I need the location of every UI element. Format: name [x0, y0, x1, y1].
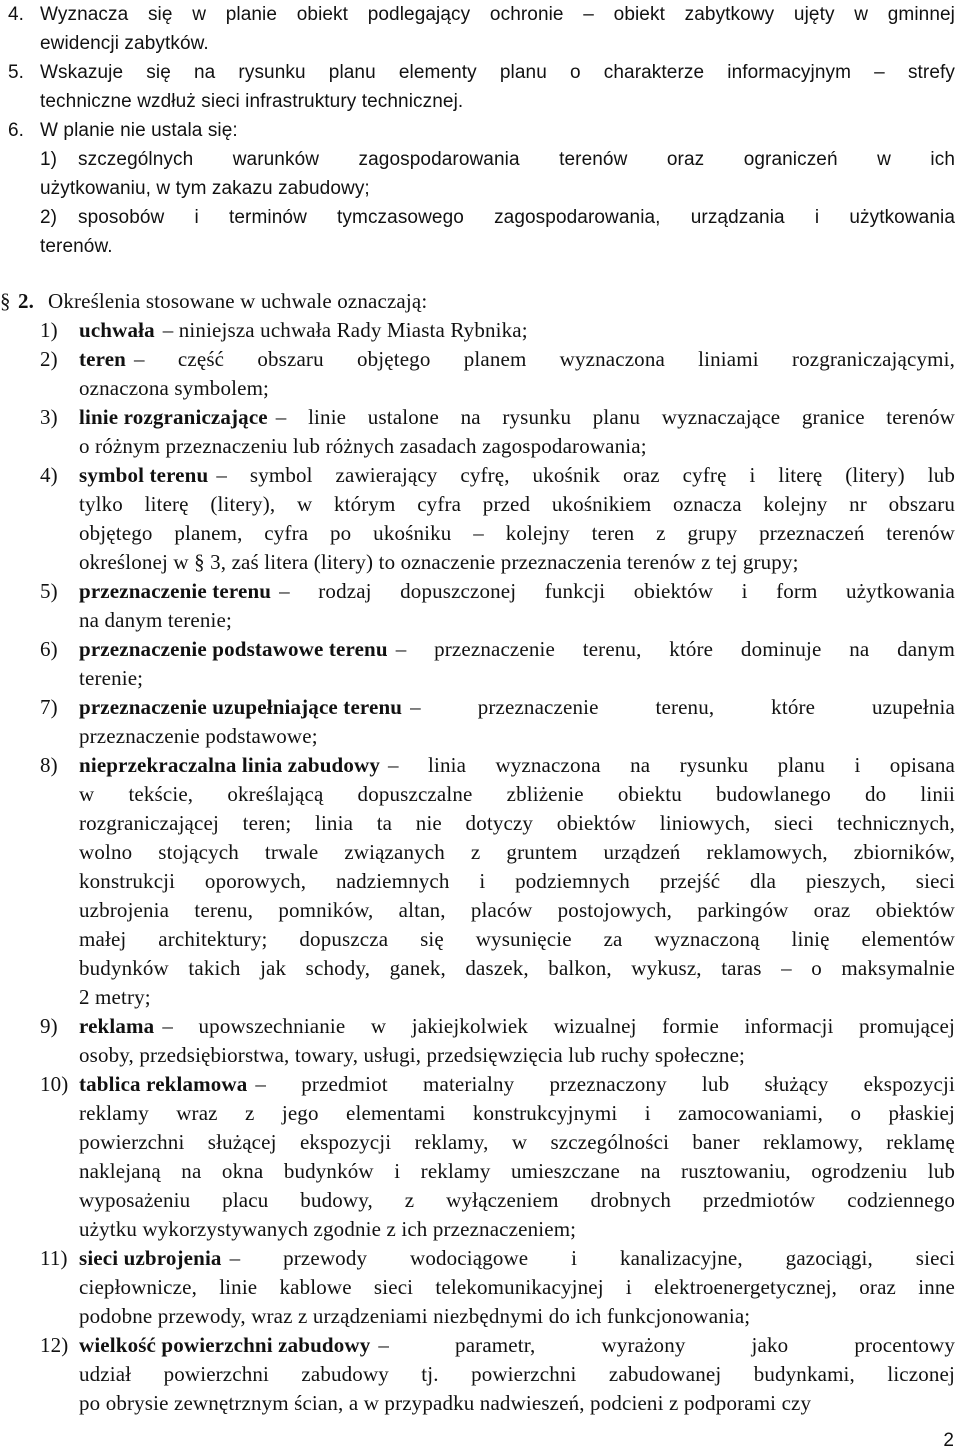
- subitem-text: terenów.: [40, 236, 113, 257]
- text-line: [0, 87, 960, 116]
- definition-text: – przedmiot materialny przeznaczony lub służący ekspozycji: [255, 1072, 955, 1096]
- text-line: [0, 1302, 960, 1331]
- definition-text: określonej w § 3, zaś litera (litery) to oznaczenie przeznaczenia terenów z tej grupy;: [79, 550, 799, 574]
- definition-text: powierzchni służącej ekspozycji reklamy, w szczególności baner reklamowy, reklamę: [79, 1130, 955, 1154]
- list-number: 5.: [8, 62, 25, 83]
- definition-text: udział powierzchni zabudowy tj. powierzchni zabudowanej budynkami, liczonej: [79, 1362, 955, 1386]
- text-line: [0, 1331, 960, 1360]
- text-line: [0, 548, 960, 577]
- definition-text: objętego planem, cyfra po ukośniku – kolejny teren z grupy przeznaczeń terenów: [79, 521, 955, 545]
- definition-number: 9): [40, 1014, 58, 1038]
- definition-text: – przewody wodociągowe i kanalizacyjne, gazociągi, sieci: [229, 1246, 955, 1270]
- definition-text: terenie;: [79, 666, 144, 690]
- definition-term: symbol terenu: [79, 463, 209, 487]
- definition-number: 4): [40, 463, 58, 487]
- definition-text: małej architektury; dopuszcza się wysunięcie za wyznaczoną linię elementów: [79, 927, 955, 951]
- definition-number: 11): [40, 1246, 68, 1270]
- subitem-text: sposobów i terminów tymczasowego zagospodarowania, urządzania i użytkowania: [78, 207, 955, 228]
- definition-term: teren: [79, 347, 127, 371]
- definition-text: – upowszechnianie w jakiejkolwiek wizualnej formie informacji promującej: [162, 1014, 955, 1038]
- section-intro: Określenia stosowane w uchwale oznaczają:: [48, 289, 428, 313]
- definition-text: – przeznaczenie terenu, które uzupełnia: [410, 695, 955, 719]
- text-line: [0, 374, 960, 403]
- definition-text: wolno stojących trwale związanych z gruntem urządzeń reklamowych, zbiorników,: [79, 840, 955, 864]
- definition-text: – linie ustalone na rysunku planu wyznaczające granice terenów: [275, 405, 955, 429]
- text-line: [0, 896, 960, 925]
- text-line: [0, 925, 960, 954]
- text-line: [0, 1041, 960, 1070]
- definition-text: reklamy wraz z jego elementami konstrukcyjnymi i zamocowaniami, o płaskiej: [79, 1101, 955, 1125]
- definition-text: – linia wyznaczona na rysunku planu i opisana: [388, 753, 955, 777]
- definition-term: sieci uzbrojenia: [79, 1246, 222, 1270]
- text-line: [0, 693, 960, 722]
- definition-number: 8): [40, 753, 58, 777]
- list-item-text: Wyznacza się w planie obiekt podlegający ochronie – obiekt zabytkowy ujęty w gminnej: [40, 4, 955, 25]
- list-item-text: ewidencji zabytków.: [40, 33, 209, 54]
- definition-text: podobne przewody, wraz z urządzeniami niezbędnymi do ich funkcjonowania;: [79, 1304, 751, 1328]
- definition-text: rozgraniczającej teren; linia ta nie dotyczy obiektów liniowych, sieci technicznych,: [79, 811, 955, 835]
- subitem-number: 2): [40, 207, 58, 228]
- text-line: [0, 722, 960, 751]
- definition-text: – niniejsza uchwała Rady Miasta Rybnika;: [162, 318, 528, 342]
- page-number: 2: [943, 1430, 954, 1451]
- list-number: 6.: [8, 120, 25, 141]
- definition-text: wyposażeniu placu budowy, z wyłączeniem drobnych przedmiotów codziennego: [79, 1188, 955, 1212]
- definition-text: – rodzaj dopuszczonej funkcji obiektów i form użytkowania: [279, 579, 955, 603]
- list-number: 4.: [8, 4, 25, 25]
- definition-text: – parametr, wyrażony jako procentowy: [378, 1333, 955, 1357]
- definition-text: w tekście, określającą dopuszczalne zbliżenie obiektu budowlanego do linii: [79, 782, 955, 806]
- definition-term: nieprzekraczalna linia zabudowy: [79, 753, 380, 777]
- text-line: [0, 58, 960, 87]
- text-line: [0, 145, 960, 174]
- subitem-text: szczególnych warunków zagospodarowania terenów oraz ograniczeń w ich: [78, 149, 955, 170]
- text-line: [0, 983, 960, 1012]
- text-line: [0, 203, 960, 232]
- definition-text: naklejaną na okna budynków i reklamy umieszczane na rusztowaniu, ogrodzeniu lub: [79, 1159, 955, 1183]
- definition-text: na danym terenie;: [79, 608, 232, 632]
- definition-text: o różnym przeznaczeniu lub różnych zasadach zagospodarowania;: [79, 434, 647, 458]
- definition-text: – symbol zawierający cyfrę, ukośnik oraz cyfrę i literę (litery) lub: [216, 463, 955, 487]
- text-line: [0, 174, 960, 203]
- text-line: [0, 316, 960, 345]
- section-number: 2.: [18, 289, 35, 313]
- text-line: [0, 287, 960, 316]
- list-item-text: Wskazuje się na rysunku planu elementy planu o charakterze informacyjnym – strefy: [40, 62, 955, 83]
- definition-text: – przeznaczenie terenu, które dominuje na danym: [395, 637, 955, 661]
- definition-term: przeznaczenie uzupełniające terenu: [79, 695, 403, 719]
- definition-term: reklama: [79, 1014, 155, 1038]
- text-line: [0, 345, 960, 374]
- section-mark: §: [0, 289, 11, 313]
- text-line: [0, 1389, 960, 1418]
- definition-text: 2 metry;: [79, 985, 151, 1009]
- text-line: [0, 1070, 960, 1099]
- text-line: [0, 461, 960, 490]
- text-line: [0, 432, 960, 461]
- text-line: [0, 1215, 960, 1244]
- definition-term: wielkość powierzchni zabudowy: [79, 1333, 371, 1357]
- definition-number: 5): [40, 579, 58, 603]
- text-line: [0, 1128, 960, 1157]
- text-line: [0, 1360, 960, 1389]
- definition-text: ciepłownicze, linie kablowe sieci telekomunikacyjnej i elektroenergetycznej, oraz inne: [79, 1275, 955, 1299]
- subitem-text: użytkowaniu, w tym zakazu zabudowy;: [40, 178, 370, 199]
- list-item-text: W planie nie ustala się:: [40, 120, 238, 141]
- definition-number: 6): [40, 637, 58, 661]
- text-line: [0, 577, 960, 606]
- definition-term: przeznaczenie terenu: [79, 579, 272, 603]
- definition-text: uzbrojenia terenu, pomników, altan, placów postojowych, parkingów oraz obiektów: [79, 898, 955, 922]
- text-line: [0, 954, 960, 983]
- subitem-number: 1): [40, 149, 58, 170]
- definition-text: osoby, przedsiębiorstwa, towary, usługi, przedsięwzięcia lub ruchy społeczne;: [79, 1043, 746, 1067]
- text-line: [0, 867, 960, 896]
- text-line: [0, 1244, 960, 1273]
- text-line: [0, 116, 960, 145]
- definition-text: oznaczona symbolem;: [79, 376, 270, 400]
- text-line: [0, 1186, 960, 1215]
- definition-text: przeznaczenie podstawowe;: [79, 724, 318, 748]
- definition-text: budynków takich jak schody, ganek, daszek, balkon, wykusz, taras – o maksymalnie: [79, 956, 955, 980]
- definition-number: 12): [40, 1333, 69, 1357]
- list-item-text: techniczne wzdłuż sieci infrastruktury technicznej.: [40, 91, 464, 112]
- text-line: [0, 664, 960, 693]
- definition-term: linie rozgraniczające: [79, 405, 268, 429]
- definition-term: tablica reklamowa: [79, 1072, 248, 1096]
- text-line: [0, 780, 960, 809]
- text-line: [0, 490, 960, 519]
- text-line: [0, 1012, 960, 1041]
- definition-text: – część obszaru objętego planem wyznaczona liniami rozgraniczającymi,: [134, 347, 955, 371]
- text-line: [0, 635, 960, 664]
- text-line: [0, 519, 960, 548]
- text-line: [0, 1099, 960, 1128]
- text-line: [0, 0, 960, 29]
- text-line: [0, 232, 960, 261]
- definition-text: tylko literę (litery), w którym cyfra przed ukośnikiem oznacza kolejny nr obszaru: [79, 492, 955, 516]
- definition-text: konstrukcji oporowych, nadziemnych i podziemnych przejść dla pieszych, sieci: [79, 869, 955, 893]
- definition-number: 10): [40, 1072, 69, 1096]
- text-line: [0, 1273, 960, 1302]
- definition-text: po obrysie zewnętrznym ścian, a w przypadku nadwieszeń, podcieni z podporami czy: [79, 1391, 812, 1415]
- definition-term: przeznaczenie podstawowe terenu: [79, 637, 388, 661]
- text-line: [0, 809, 960, 838]
- text-line: [0, 29, 960, 58]
- definition-number: 3): [40, 405, 58, 429]
- definition-number: 7): [40, 695, 58, 719]
- text-line: [0, 403, 960, 432]
- text-line: [0, 1157, 960, 1186]
- definition-number: 2): [40, 347, 58, 371]
- definition-number: 1): [40, 318, 58, 342]
- text-line: [0, 838, 960, 867]
- definition-term: uchwała: [79, 318, 155, 342]
- definition-text: użytku wykorzystywanych zgodnie z ich przeznaczeniem;: [79, 1217, 577, 1241]
- text-line: [0, 606, 960, 635]
- text-line: [0, 751, 960, 780]
